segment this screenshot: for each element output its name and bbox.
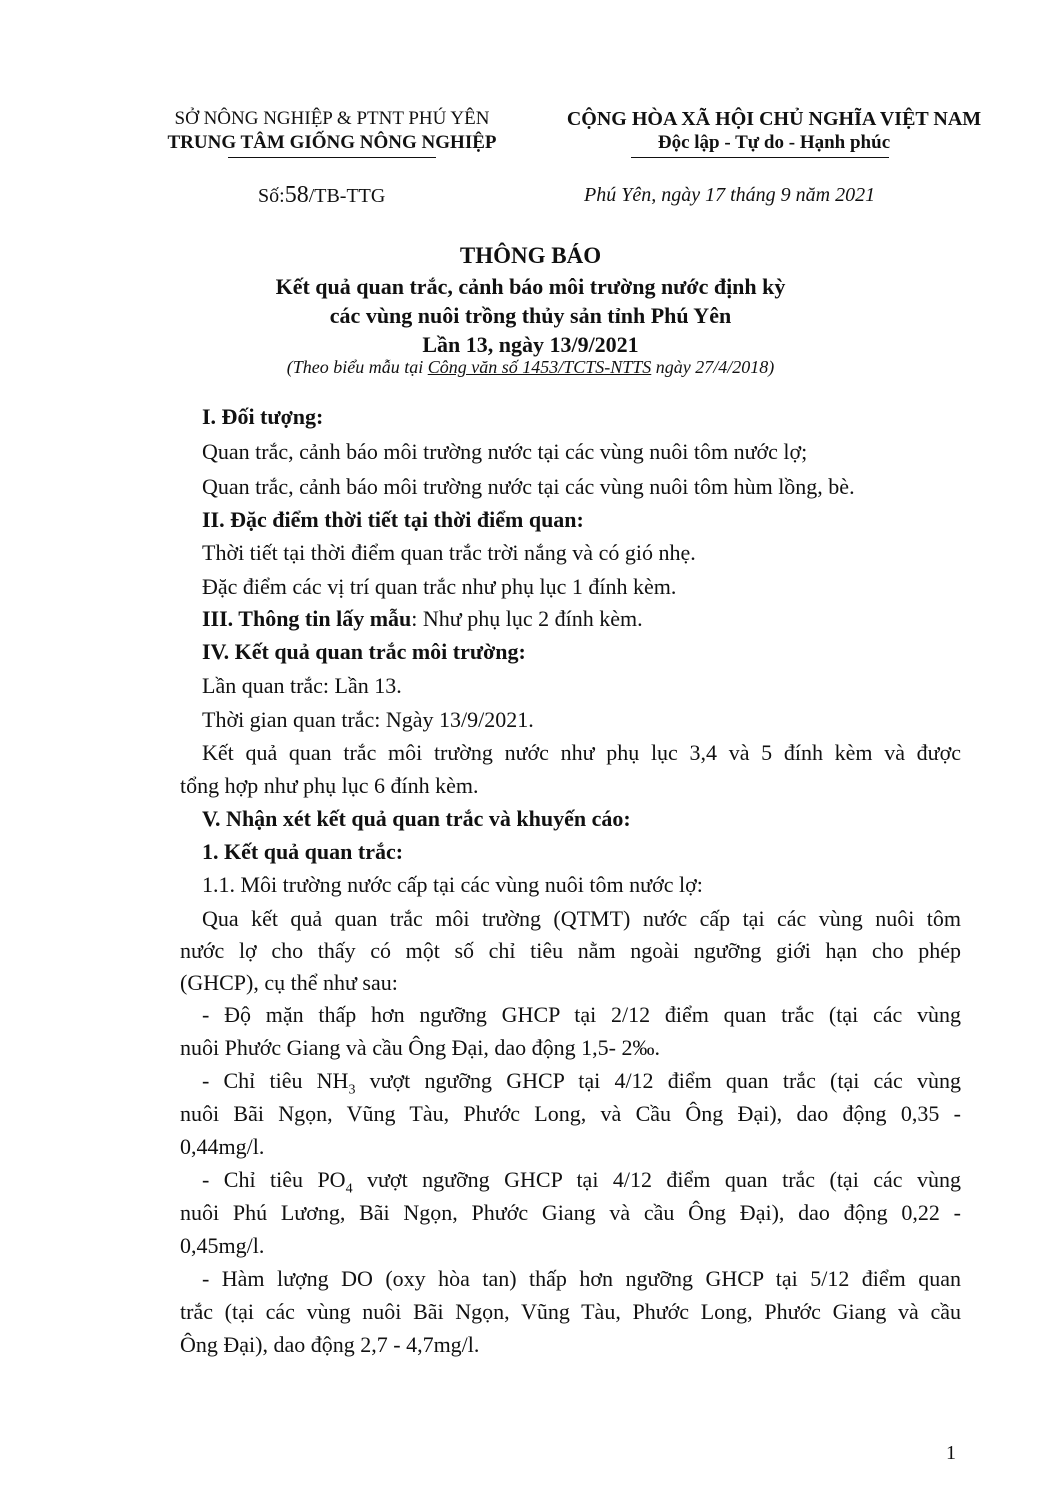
section-4-paragraph: Thời gian quan trắc: Ngày 13/9/2021.: [202, 707, 534, 732]
center-name-underline: [228, 157, 436, 158]
bullet-item: nuôi Bãi Ngọn, Vũng Tàu, Phước Long, và Cầu Ông Đại), dao động 0,35 -: [180, 1101, 961, 1126]
national-title: CỘNG HÒA XÃ HỘI CHỦ NGHĨA VIỆT NAM: [566, 108, 982, 130]
center-name: TRUNG TÂM GIỐNG NÔNG NGHIỆP: [167, 132, 497, 153]
section-4-heading: IV. Kết quả quan trắc môi trường:: [202, 639, 526, 664]
page-number: 1: [946, 1442, 956, 1464]
section-1-heading: I. Đối tượng:: [202, 404, 324, 429]
agency-name: SỞ NÔNG NGHIỆP & PTNT PHÚ YÊN: [174, 108, 490, 129]
bullet-item: 0,45mg/l.: [180, 1233, 265, 1258]
section-2-paragraph: Đặc điểm các vị trí quan trắc như phụ lục 1 đính kèm.: [202, 574, 677, 599]
section-2-heading: II. Đặc điểm thời tiết tại thời điểm quan:: [202, 507, 584, 532]
section-4-paragraph: Kết quả quan trắc môi trường nước như phụ lục 3,4 và 5 đính kèm và được: [202, 740, 961, 765]
template-note-reference: Công văn số 1453/TCTS-NTTS: [427, 357, 652, 377]
bullet-item: nuôi Phước Giang và cầu Ông Đại, dao động 1,5- 2‰.: [180, 1035, 660, 1060]
bullet-item: - Chỉ tiêu $NH_3$ vượt ngưỡng GHCP tại 4/12 điểm quan trắc (tại các vùng: [202, 1068, 961, 1098]
notice-subtitle-1: Kết quả quan trắc, cảnh báo môi trường nước định kỳ: [275, 274, 786, 299]
notice-subtitle-2: các vùng nuôi trồng thủy sản tỉnh Phú Yên: [329, 303, 732, 328]
section-5-subheading: 1.1. Môi trường nước cấp tại các vùng nuôi tôm nước lợ:: [202, 872, 703, 897]
section-3-line: III. Thông tin lấy mẫu: Như phụ lục 2 đính kèm.: [202, 606, 643, 631]
section-5-paragraph: (GHCP), cụ thể như sau:: [180, 970, 398, 995]
template-note: (Theo biểu mẫu tại Công văn số 1453/TCTS-NTTS ngày 27/4/2018): [286, 357, 775, 377]
bullet-item: - Chỉ tiêu $PO_4$ vượt ngưỡng GHCP tại 4/12 điểm quan trắc (tại các vùng: [202, 1167, 961, 1197]
bullet-item: - Hàm lượng DO (oxy hòa tan) thấp hơn ngưỡng GHCP tại 5/12 điểm quan: [202, 1266, 961, 1291]
notice-title: THÔNG BÁO: [459, 243, 602, 268]
bullet-item: trắc (tại các vùng nuôi Bãi Ngọn, Vũng Tàu, Phước Long, Phước Giang và cầu: [180, 1299, 961, 1324]
national-motto: Độc lập - Tự do - Hạnh phúc: [657, 132, 891, 153]
section-2-paragraph: Thời tiết tại thời điểm quan trắc trời nắng và có gió nhẹ.: [202, 540, 696, 565]
section-1-paragraph: Quan trắc, cảnh báo môi trường nước tại các vùng nuôi tôm nước lợ;: [202, 439, 808, 464]
bullet-item: Ông Đại), dao động 2,7 - 4,7mg/l.: [180, 1332, 480, 1357]
section-5-subheading: 1. Kết quả quan trắc:: [202, 839, 404, 864]
section-5-heading: V. Nhận xét kết quả quan trắc và khuyến cáo:: [202, 806, 631, 831]
section-3-heading: III. Thông tin lấy mẫu: [202, 606, 412, 631]
notice-subtitle-3: Lần 13, ngày 13/9/2021: [422, 332, 639, 357]
section-5-paragraph: nước lợ cho thấy có một số chỉ tiêu nằm ngoài ngưỡng giới hạn cho phép: [180, 938, 961, 963]
section-1-paragraph: Quan trắc, cảnh báo môi trường nước tại các vùng nuôi tôm hùm lồng, bè.: [202, 474, 855, 499]
bullet-item: 0,44mg/l.: [180, 1134, 265, 1159]
national-motto-underline: [631, 157, 889, 158]
section-4-paragraph: Lần quan trắc: Lần 13.: [202, 673, 402, 698]
doc-number: Số:58/TB-TTG: [258, 182, 386, 208]
section-5-paragraph: Qua kết quả quan trắc môi trường (QTMT) nước cấp tại các vùng nuôi tôm: [202, 906, 961, 931]
section-4-paragraph: tổng hợp như phụ lục 6 đính kèm.: [180, 773, 479, 798]
bullet-item: - Độ mặn thấp hơn ngưỡng GHCP tại 2/12 điểm quan trắc (tại các vùng: [202, 1002, 961, 1027]
bullet-item: nuôi Phú Lương, Bãi Ngọn, Phước Giang và cầu Ông Đại), dao động 0,22 -: [180, 1200, 961, 1225]
place-date: Phú Yên, ngày 17 tháng 9 năm 2021: [584, 184, 876, 206]
